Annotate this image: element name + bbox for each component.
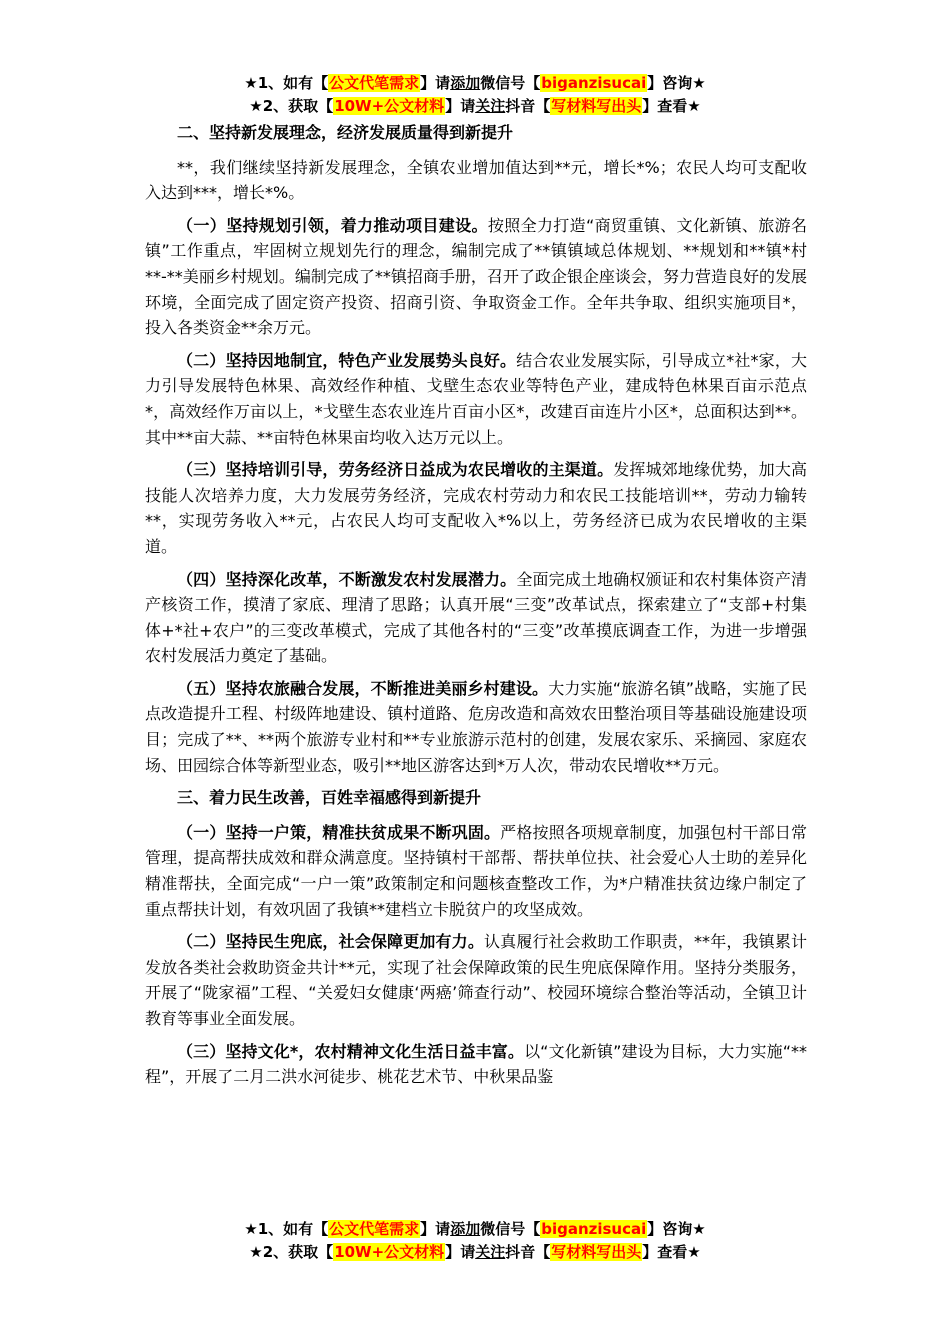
- paragraph-body: 认真履行社会救助工作职责，**年，我镇累计发放各类社会救助资金共计**元，实现了社会保障政策的民生兜底保障作用。坚持分类服务，开展了“陇家福”工程、“关爱妇女健康‘两癌’筛查行动”、校园环境综合整治等活动，全镇卫计教育等事业全面发展。: [145, 932, 807, 1028]
- banner-text: 微信号【: [480, 74, 541, 92]
- banner-text: 】咨询★: [647, 1220, 706, 1238]
- paragraph-lead: （二）坚持因地制宜，特色产业发展势头良好。: [177, 350, 517, 370]
- banner-top-line1: [0, 72, 950, 94]
- banner-text: 】查看★: [642, 1243, 701, 1261]
- paragraph-body: 大力实施“旅游名镇”战略，实施了民点改造提升工程、村级阵地建设、镇村道路、危房改造和高效农田整治项目等基础设施建设项目；完成了**、**两个旅游专业村和**专业旅游示范村的创建，发展农家乐、采摘园、家庭农场、田园综合体等新型业态，吸引**地区游客达到*万人次，带动农民增收**万元。: [145, 678, 807, 775]
- paragraph-lead: （三）坚持培训引导，劳务经济日益成为农民增收的主渠道。: [177, 460, 614, 480]
- banner-text: 】请: [420, 1220, 451, 1238]
- highlight-wechat-id: biganzisucai: [541, 74, 647, 92]
- paragraph: [145, 676, 807, 778]
- document-body: [145, 120, 807, 1097]
- paragraph: [145, 567, 807, 669]
- paragraph-lead: （一）坚持规划引领，着力推动项目建设。: [177, 215, 488, 235]
- banner-text: 抖音【: [505, 97, 551, 115]
- banner-text: 微信号【: [480, 1220, 541, 1238]
- banner-text: 】请: [420, 74, 451, 92]
- paragraph: [145, 457, 807, 559]
- paragraph-body: 发挥城郊地缘优势，加大高技能人次培养力度，大力发展劳务经济，完成农村劳动力和农民工技能培训**，劳动力输转**，实现劳务收入**元，占农民人均可支配收入*%以上，劳务经济已成为农民增收的主渠道。: [145, 460, 807, 556]
- banner-text: ★2、获取【: [249, 1243, 334, 1261]
- banner-underlined: 关注: [475, 97, 506, 115]
- banner-top-line2: [0, 95, 950, 117]
- banner-bottom-line2: [0, 1241, 950, 1263]
- banner-underlined: 添加: [450, 1220, 481, 1238]
- paragraph: [145, 1039, 807, 1090]
- paragraph-body: 以“文化新镇”建设为目标，大力实施“**程”，开展了二月二洪水河徒步、桃花艺术节、中秋果品鉴: [145, 1041, 808, 1087]
- paragraph-lead: （四）坚持深化改革，不断激发农村发展潜力。: [177, 569, 517, 589]
- banner-text: ★2、获取【: [249, 97, 334, 115]
- paragraph: [145, 820, 807, 922]
- banner-underlined: 添加: [450, 74, 481, 92]
- paragraph: **，我们继续坚持新发展理念，全镇农业增加值达到**元，增长*%；农民人均可支配收入达到***，增长*%。: [145, 157, 807, 203]
- banner-text: 】请: [445, 1243, 476, 1261]
- paragraph-body: 结合农业发展实际，引导成立*社*家，大力引导发展特色林果、高效经作种植、戈壁生态农业等特色产业，建成特色林果百亩示范点*，高效经作万亩以上，*戈壁生态农业连片百亩小区*，改建百亩连片小区*，总面积达到**。其中**亩大蒜、**亩特色林果亩均收入达万元以上。: [145, 350, 807, 447]
- paragraph-lead: （五）坚持农旅融合发展，不断推进美丽乡村建设。: [177, 678, 549, 698]
- paragraph-lead: （二）坚持民生兜底，社会保障更加有力。: [177, 932, 484, 952]
- highlight-service: 公文代笔需求: [329, 1220, 420, 1238]
- banner-underlined: 关注: [475, 1243, 506, 1261]
- highlight-materials: 10W+公文材料: [334, 97, 445, 115]
- paragraph-body: 按照全力打造“商贸重镇、文化新镇、旅游名镇”工作重点，牢固树立规划先行的理念，编制完成了**镇镇域总体规划、**规划和**镇*村**-**美丽乡村规划。编制完成了**镇招商手册，召开了政企银企座谈会，努力营造良好的发展环境，全面完成了固定资产投资、招商引资、争取资金工作。全年共争取、组织实施项目*，投入各类资金**余万元。: [145, 215, 807, 338]
- highlight-materials: 10W+公文材料: [334, 1243, 445, 1261]
- paragraph-body: 严格按照各项规章制度，加强包村干部日常管理，提高帮扶成效和群众满意度。坚持镇村干部帮、帮扶单位扶、社会爱心人士助的差异化精准帮扶，全面完成“一户一策”政策制定和问题核查整改工作，为*户精准扶贫边缘户制定了重点帮扶计划，有效巩固了我镇**建档立卡脱贫户的攻坚成效。: [145, 822, 807, 919]
- banner-text: 】请: [445, 97, 476, 115]
- highlight-service: 公文代笔需求: [329, 74, 420, 92]
- highlight-wechat-id: biganzisucai: [541, 1220, 647, 1238]
- paragraph-lead: （三）坚持文化*，农村精神文化生活日益丰富。: [177, 1041, 525, 1061]
- section-heading: 三、着力民生改善，百姓幸福感得到新提升: [177, 788, 482, 808]
- banner-text: 抖音【: [505, 1243, 551, 1261]
- paragraph-body: 全面完成土地确权颁证和农村集体资产清产核资工作，摸清了家底、理清了思路；认真开展“三变”改革试点，探索建立了“支部+村集体+*社+农户”的三变改革模式，完成了其他各村的“三变”改革摸底调查工作，为进一步增强农村发展活力奠定了基础。: [145, 569, 807, 666]
- paragraph: [145, 929, 807, 1031]
- highlight-douyin-id: 写材料写出头: [551, 1243, 642, 1261]
- paragraph: [145, 348, 807, 450]
- section-heading: 二、坚持新发展理念，经济发展质量得到新提升: [177, 123, 514, 142]
- highlight-douyin-id: 写材料写出头: [551, 97, 642, 115]
- banner-text: ★1、如有【: [244, 1220, 329, 1238]
- paragraph-lead: （一）坚持一户策，精准扶贫成果不断巩固。: [177, 822, 501, 842]
- banner-bottom-line1: [0, 1218, 950, 1240]
- paragraph: [145, 213, 807, 341]
- banner-text: 】查看★: [642, 97, 701, 115]
- banner-text: 】咨询★: [647, 74, 706, 92]
- banner-text: ★1、如有【: [244, 74, 329, 92]
